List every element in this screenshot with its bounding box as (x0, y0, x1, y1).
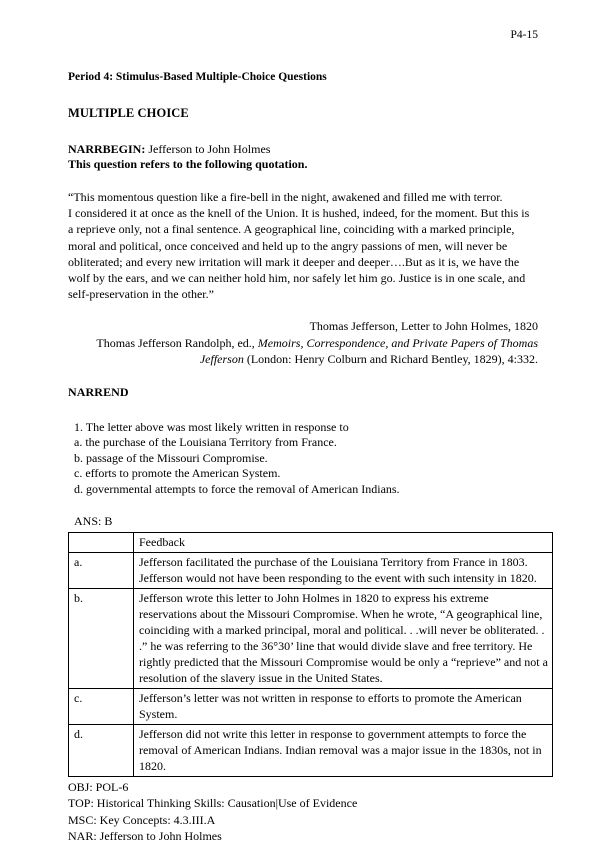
row-feedback-d: Jefferson did not write this letter in response to government attempts to force the removal of American Indians. Indian removal was a major issue in the 1830s, not in 1820. (134, 725, 553, 777)
row-key-b: b. (69, 589, 134, 689)
quote-line: obliterated; and every new irritation will mark it deeper and deeper….But as it is, we have the (68, 254, 520, 269)
narr-begin-value: Jefferson to John Holmes (145, 142, 271, 156)
row-key-c: c. (69, 689, 134, 725)
quote-line: I considered it at once as the knell of the Union. It is hushed, indeed, for the moment. But this is (68, 206, 530, 221)
table-row (69, 725, 553, 777)
header-cell-feedback: Feedback (134, 533, 553, 553)
citation-line-title (68, 335, 538, 351)
page-number: P4-15 (510, 29, 538, 41)
meta-nar: NAR: Jefferson to John Holmes (68, 829, 222, 844)
table-row (69, 589, 553, 689)
choice-a: a. the purchase of the Louisiana Territory from France. (74, 435, 337, 450)
question-refers-note: This question refers to the following quotation. (68, 157, 308, 171)
choice-c: c. efforts to promote the American System. (74, 466, 281, 481)
citation-publisher: (London: Henry Colburn and Richard Bentley, 1829), 4:332. (243, 351, 538, 366)
page-content (68, 0, 548, 845)
table-row (69, 689, 553, 725)
choice-d: d. governmental attempts to force the removal of American Indians. (74, 481, 400, 496)
multiple-choice-heading: MULTIPLE CHOICE (68, 106, 189, 120)
citation-title-italic: Memoirs, Correspondence, and Private Papers of Thomas (257, 335, 538, 350)
meta-top: TOP: Historical Thinking Skills: Causation|Use of Evidence (68, 796, 358, 811)
choice-b: b. passage of the Missouri Compromise. (74, 450, 268, 465)
footer-metadata (68, 779, 538, 845)
table-row (69, 553, 553, 589)
citation-line-author: Thomas Jefferson, Letter to John Holmes, 1820 (309, 319, 538, 334)
header-cell-key (69, 533, 134, 553)
feedback-table (68, 532, 553, 777)
question-stem: 1. The letter above was most likely written in response to (74, 420, 349, 435)
source-citation (68, 318, 538, 367)
quote-line: wolf by the ears, and we can neither hold him, nor safely let him go. Justice is in one scale, and (68, 271, 526, 286)
meta-msc: MSC: Key Concepts: 4.3.III.A (68, 812, 216, 827)
quote-line: “This momentous question like a fire-bell in the night, awakened and filled me with terror. (68, 190, 503, 204)
narr-begin-label: NARRBEGIN: (68, 142, 146, 156)
row-key-a: a. (69, 553, 134, 589)
row-key-d: d. (69, 725, 134, 777)
citation-editor: Thomas Jefferson Randolph, ed., (96, 335, 258, 350)
narr-begin-line (68, 142, 538, 157)
row-feedback-c: Jefferson’s letter was not written in response to efforts to promote the American System. (134, 689, 553, 725)
table-header-row (69, 533, 553, 553)
meta-obj: OBJ: POL-6 (68, 780, 129, 795)
quote-line: moral and political, once conceived and held up to the angry passions of men, will never be (68, 238, 508, 253)
row-feedback-a: Jefferson facilitated the purchase of the Louisiana Territory from France in 1803. Jefferson would not have been responding to the event with such intensity in 1820. (134, 553, 553, 589)
section-title: Period 4: Stimulus-Based Multiple-Choice Questions (68, 71, 327, 83)
answer-line: ANS: B (74, 514, 113, 529)
stimulus-quotation (68, 189, 538, 302)
question-block (74, 420, 538, 497)
citation-line-publisher (68, 351, 538, 367)
narr-end-label: NARREND (68, 385, 129, 400)
quote-line: self-preservation in the other.” (68, 287, 214, 302)
quote-line: a reprieve only, not a final sentence. A geographical line, coinciding with a marked principle, (68, 222, 515, 237)
citation-title-italic-cont: Jefferson (199, 351, 244, 366)
row-feedback-b: Jefferson wrote this letter to John Holmes in 1820 to express his extreme reservations about the Missouri Compromise. When he wrote, “A geographical line, coinciding with a marked principal, moral and political. . .will never be obliterated. . .” he was referring to the 36°30’ line that would divide slave and free territory. He rightly predicted that the Missouri Compromise would be only a “reprieve” and not a resolution of the slavery issue in the United States. (134, 589, 553, 689)
